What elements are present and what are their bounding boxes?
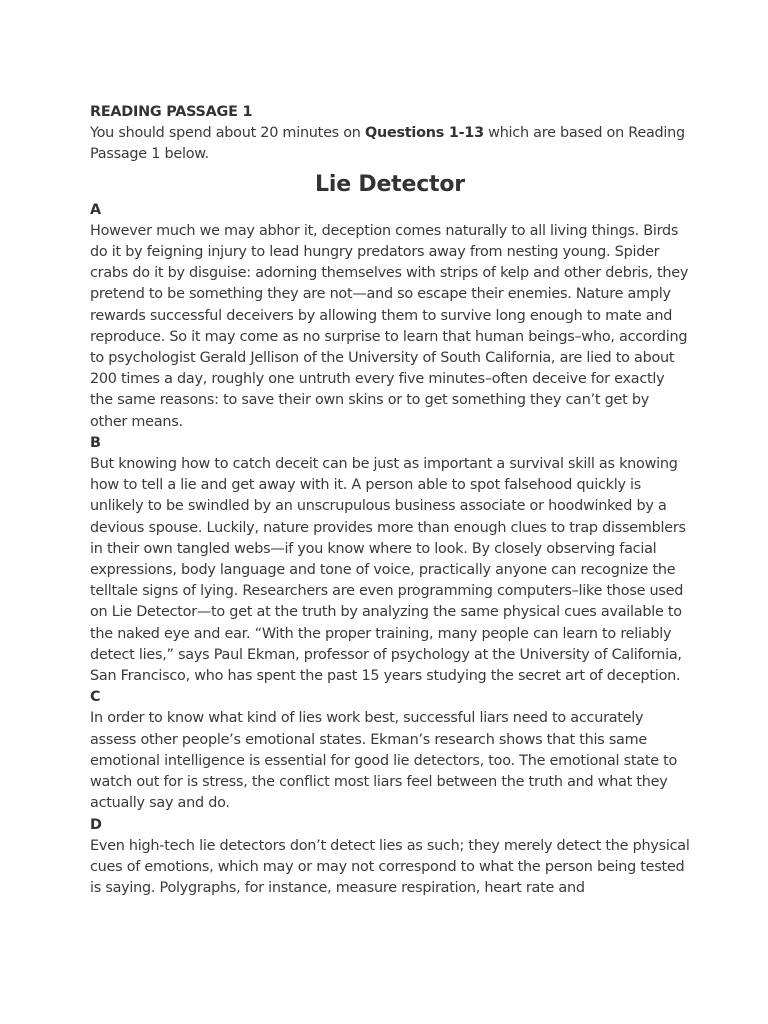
section-paragraph-d: Even high-tech lie detectors don’t detect lies as such; they merely detect the physical cues of emotions, which may or may not correspond to what the person being tested is saying. Polygraphs, for instance, measure respiration, heart rate and bbox=[90, 837, 690, 897]
section-paragraph-c: In order to know what kind of lies work best, successful liars need to accurately assess other people’s emotional states. Ekman’s research shows that this same emotional intelligence is essential for good lie detectors, too. The emotional state to watch out for is stress, the conflict most liars feel between the truth and what they actually say and do. bbox=[90, 710, 678, 812]
section-label-b: B bbox=[90, 434, 101, 451]
instruction-questions: Questions 1-13 bbox=[365, 125, 484, 142]
instruction-pre: You should spend about 20 minutes on bbox=[90, 125, 365, 142]
instruction-text bbox=[90, 123, 690, 165]
reading-passage-page bbox=[90, 102, 690, 899]
instruction-post: which are based on Reading Passage 1 below. bbox=[90, 125, 685, 163]
section-label-c: C bbox=[90, 689, 101, 706]
passage-title: Lie Detector bbox=[315, 171, 465, 197]
section-label-a: A bbox=[90, 201, 101, 218]
section-paragraph-a: However much we may abhor it, deception comes naturally to all living things. Birds do it by feigning injury to lead hungry predators away from nesting young. Spider crabs do it by disguise: adorning themselves with strips of kelp and other debris, they pretend to be something they are not—and so escape their enemies. Nature amply rewards successful deceivers by allowing them to survive long enough to mate and reproduce. So it may come as no surprise to learn that human beings–who, according to psychologist Gerald Jellison of the University of South California, are lied to about 200 times a day, roughly one untruth every five minutes–often deceive for exactly the same reasons: to save their own skins or to get something they can’t get by other means. bbox=[90, 222, 689, 430]
passage-heading: READING PASSAGE 1 bbox=[90, 104, 253, 120]
section-label-d: D bbox=[90, 816, 102, 833]
section-paragraph-b: But knowing how to catch deceit can be just as important a survival skill as knowing how to tell a lie and get away with it. A person able to spot falsehood quickly is unlikely to be swindled by an unscrupulous business associate or hoodwinked by a devious spouse. Luckily, nature provides more than enough clues to trap dissemblers in their own tangled webs—if you know where to look. By closely observing facial expressions, body language and tone of voice, practically anyone can recognize the telltale signs of lying. Researchers are even programming computers–like those used on Lie Detector—to get at the truth by analyzing the same physical cues available to the naked eye and ear. “With the proper training, many people can learn to reliably detect lies,” says Paul Ekman, professor of psychology at the University of California, San Francisco, who has spent the past 15 years studying the secret art of deception. bbox=[90, 456, 686, 685]
